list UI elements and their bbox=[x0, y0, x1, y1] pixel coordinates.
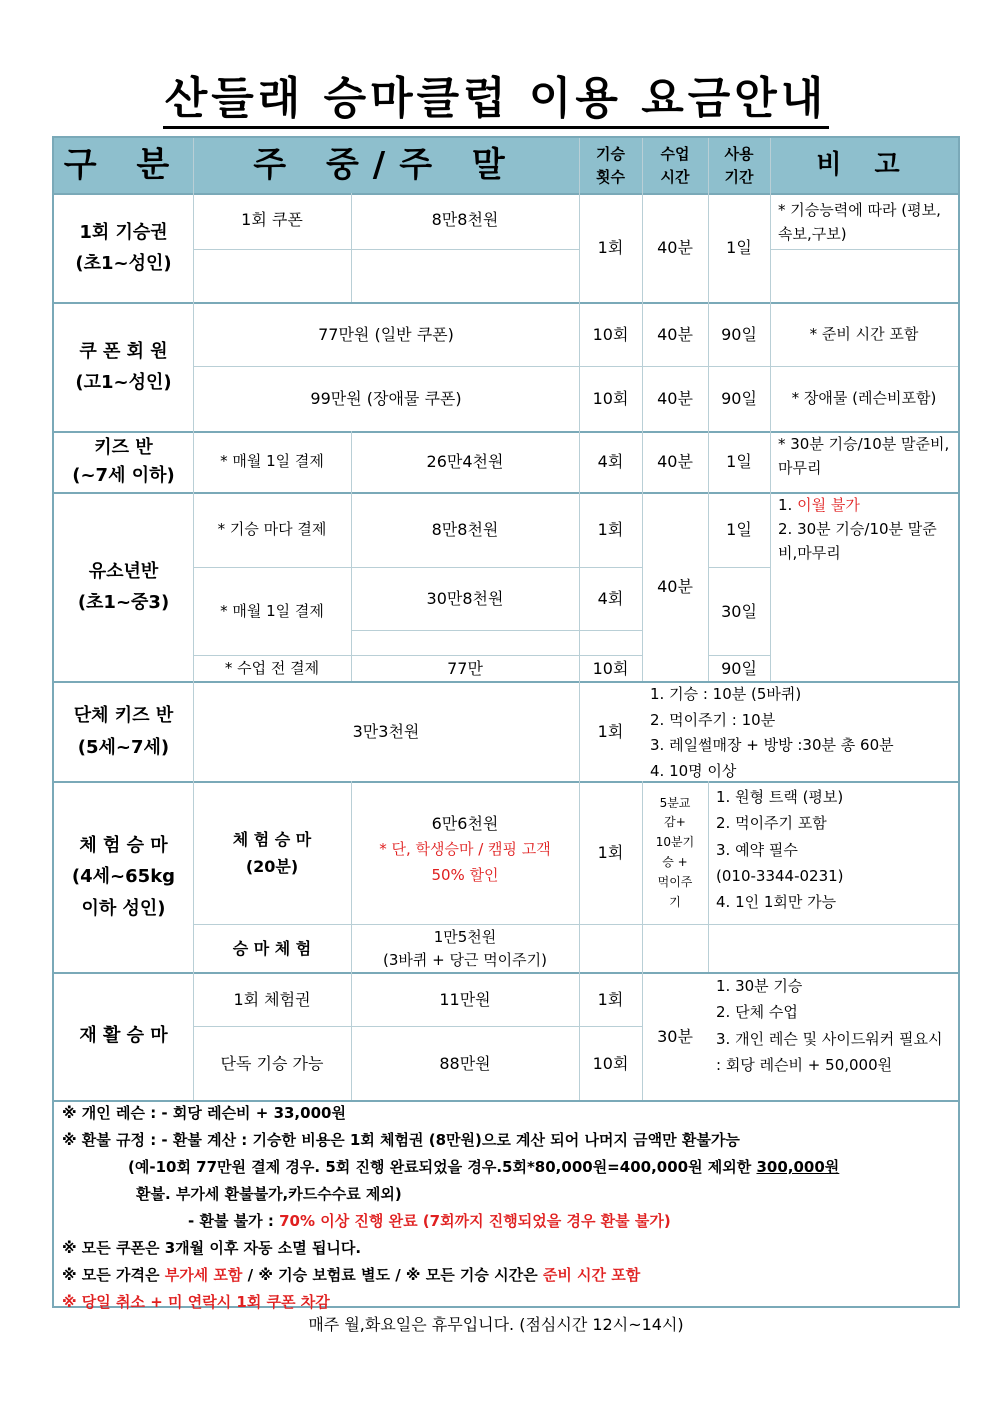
price-info-vat: 부가세 포함 bbox=[164, 1266, 243, 1284]
row-group-kids-note: 1. 기승 : 10분 (5바퀴) 2. 먹이주기 : 10분 3. 레일썰매장 + 방방 :30분 총 60분 4. 10명 이상 bbox=[650, 685, 894, 780]
row-youth-c-count: 10회 bbox=[592, 658, 629, 678]
row-rehab-a-price: 11만원 bbox=[439, 989, 491, 1009]
row-coupon-jump-count: 10회 bbox=[592, 389, 629, 409]
row-rehab-a-count: 1회 bbox=[597, 989, 624, 1009]
row-single-ride-note: * 기승능력에 따라 (평보,속보,구보) bbox=[778, 201, 941, 243]
row-youth-a-item: * 기승 마다 결제 bbox=[217, 520, 327, 539]
row-coupon-general-note: * 준비 시간 포함 bbox=[809, 324, 919, 343]
experience-price: 6만6천원 bbox=[431, 814, 499, 833]
footer-closed-days: 매주 월,화요일은 휴무입니다. (점심시간 12시~14시) bbox=[308, 1315, 684, 1334]
row-youth-b-item: * 매월 1일 결제 bbox=[220, 601, 324, 620]
no-refund-label: - 환불 불가 : bbox=[188, 1212, 280, 1230]
row-youth-time: 40분 bbox=[657, 577, 693, 597]
row-youth-c-item: * 수업 전 결제 bbox=[224, 658, 320, 677]
row-coupon-general-count: 10회 bbox=[592, 324, 629, 344]
row-experience-a-time: 5분교 감+ 10분기 승 + 먹이주 기 bbox=[655, 795, 695, 909]
row-single-ride-price: 8만8천원 bbox=[431, 210, 499, 229]
row-kids-note: * 30분 기승/10분 말준비,마무리 bbox=[778, 435, 950, 477]
row-coupon-jump-price: 99만원 (장애물 쿠폰) bbox=[310, 389, 462, 409]
header-note: 비 고 bbox=[770, 138, 958, 193]
youth-note-num: 1. bbox=[778, 496, 798, 514]
price-info-prep: 준비 시간 포함 bbox=[542, 1266, 641, 1284]
note-refund-vat: 환불. 부가세 환불불가,카드수수료 제외) bbox=[136, 1185, 402, 1203]
row-coupon-jump-time: 40분 bbox=[657, 389, 693, 409]
no-refund-condition: 70% 이상 진행 완료 (7회까지 진행되었을 경우 환불 불가) bbox=[279, 1212, 671, 1230]
price-info-a: ※ 모든 가격은 bbox=[62, 1266, 165, 1284]
note-coupon-expire: ※ 모든 쿠폰은 3개월 이후 자동 소멸 됩니다. bbox=[62, 1239, 362, 1257]
row-coupon-general-period: 90일 bbox=[721, 324, 757, 344]
page-title: 산들래 승마클럽 이용 요금안내 bbox=[0, 62, 992, 126]
row-single-ride-item: 1회 쿠폰 bbox=[241, 210, 303, 229]
row-single-ride-period: 1일 bbox=[726, 238, 752, 258]
row-rehab-time: 30분 bbox=[657, 1026, 693, 1046]
row-rehab-a-item: 1회 체험권 bbox=[233, 989, 311, 1009]
row-rehab-b-count: 10회 bbox=[592, 1053, 629, 1073]
row-youth-a-count: 1회 bbox=[597, 520, 624, 540]
youth-note-2: 2. 30분 기승/10분 말준비,마무리 bbox=[778, 520, 937, 562]
row-youth-b-count: 4회 bbox=[597, 589, 624, 609]
row-experience-a-note: 1. 원형 트랙 (평보) 2. 먹이주기 포함 3. 예약 필수 (010-3344-0231) 4. 1인 1회만 가능 bbox=[716, 788, 844, 911]
row-kids-name: 키즈 반 (~7세 이하) bbox=[72, 437, 175, 486]
row-coupon-general-price: 77만원 (일반 쿠폰) bbox=[318, 324, 454, 344]
row-experience-b-price: 1만5천원 (3바퀴 + 당근 먹이주기) bbox=[382, 928, 548, 969]
row-coupon-general-time: 40분 bbox=[657, 324, 693, 344]
row-youth-b-period: 30일 bbox=[721, 601, 757, 621]
header-period: 사용 기간 bbox=[708, 138, 770, 193]
note-refund-example bbox=[128, 1156, 839, 1177]
row-youth-note bbox=[770, 493, 958, 681]
row-experience-a-item: 체 험 승 마 (20분) bbox=[232, 829, 312, 876]
row-kids-count: 4회 bbox=[597, 452, 624, 472]
row-kids-item: * 매월 1일 결제 bbox=[220, 452, 324, 471]
row-youth-a-period: 1일 bbox=[726, 520, 752, 540]
row-coupon-jump-note: * 장애물 (레슨비포함) bbox=[791, 389, 937, 408]
row-rehab-name: 재 활 승 마 bbox=[79, 1025, 168, 1047]
row-kids-price: 26만4천원 bbox=[426, 452, 504, 472]
row-group-kids-count: 1회 bbox=[597, 721, 624, 741]
row-kids-time: 40분 bbox=[657, 452, 693, 472]
row-single-ride-name: 1회 기승권 (초1~성인) bbox=[75, 221, 172, 274]
header-plan: 주 중/주 말 bbox=[193, 138, 579, 193]
youth-note-no-carryover: 이월 불가 bbox=[797, 496, 860, 514]
header-count: 기승 횟수 bbox=[579, 138, 642, 193]
row-kids-period: 1일 bbox=[726, 452, 752, 472]
refund-example-amount: 300,000원 bbox=[756, 1158, 840, 1176]
row-youth-c-period: 90일 bbox=[721, 658, 757, 678]
row-coupon-member-name: 쿠 폰 회 원 (고1~성인) bbox=[75, 340, 172, 393]
note-no-refund bbox=[188, 1210, 671, 1231]
row-rehab-b-price: 88만원 bbox=[439, 1053, 491, 1073]
header-lesson-time: 수업 시간 bbox=[642, 138, 708, 193]
note-price-info bbox=[62, 1264, 640, 1285]
header-gubun: 구 분 bbox=[54, 138, 193, 193]
row-experience-b-item: 승 마 체 험 bbox=[232, 938, 312, 958]
row-experience-a-price bbox=[351, 782, 579, 924]
row-rehab-b-item: 단독 기승 가능 bbox=[220, 1053, 324, 1073]
refund-example-text: (예-10회 77만원 결제 경우. 5회 진행 완료되었을 경우.5회*80,000원=400,000원 제외한 bbox=[128, 1158, 757, 1176]
row-single-ride-count: 1회 bbox=[597, 238, 624, 258]
row-youth-b-price: 30만8천원 bbox=[426, 589, 504, 609]
row-rehab-note: 1. 30분 기승 2. 단체 수업 3. 개인 레슨 및 사이드워커 필요시 : 회당 레슨비 + 50,000원 bbox=[716, 977, 943, 1074]
row-coupon-jump-period: 90일 bbox=[721, 389, 757, 409]
price-info-c: / ※ 기승 보험료 별도 / ※ 모든 기승 시간은 bbox=[242, 1266, 543, 1284]
experience-discount: * 단, 학생승마 / 캠핑 고객 50% 할인 bbox=[379, 840, 551, 884]
note-refund-policy: ※ 환불 규정 : - 환불 계산 : 기승한 비용은 1회 체험권 (8만원)으로 계산 되어 나머지 금액만 환불가능 bbox=[62, 1131, 740, 1149]
row-group-kids-name: 단체 키즈 반 (5세~7세) bbox=[73, 705, 174, 758]
row-youth-c-price: 77만 bbox=[447, 658, 483, 678]
note-private-lesson: ※ 개인 레슨 : - 회당 레슨비 + 33,000원 bbox=[62, 1104, 346, 1122]
note-cancellation: ※ 당일 취소 + 미 연락시 1회 쿠폰 차감 bbox=[62, 1293, 330, 1311]
row-single-ride-time: 40분 bbox=[657, 238, 693, 258]
row-experience-a-count: 1회 bbox=[597, 843, 624, 863]
row-group-kids-price: 3만3천원 bbox=[352, 721, 420, 741]
row-youth-a-price: 8만8천원 bbox=[431, 520, 499, 540]
row-youth-name: 유소년반 (초1~중3) bbox=[77, 560, 170, 613]
row-experience-name: 체 험 승 마 (4세~65kg 이하 성인) bbox=[71, 834, 176, 919]
